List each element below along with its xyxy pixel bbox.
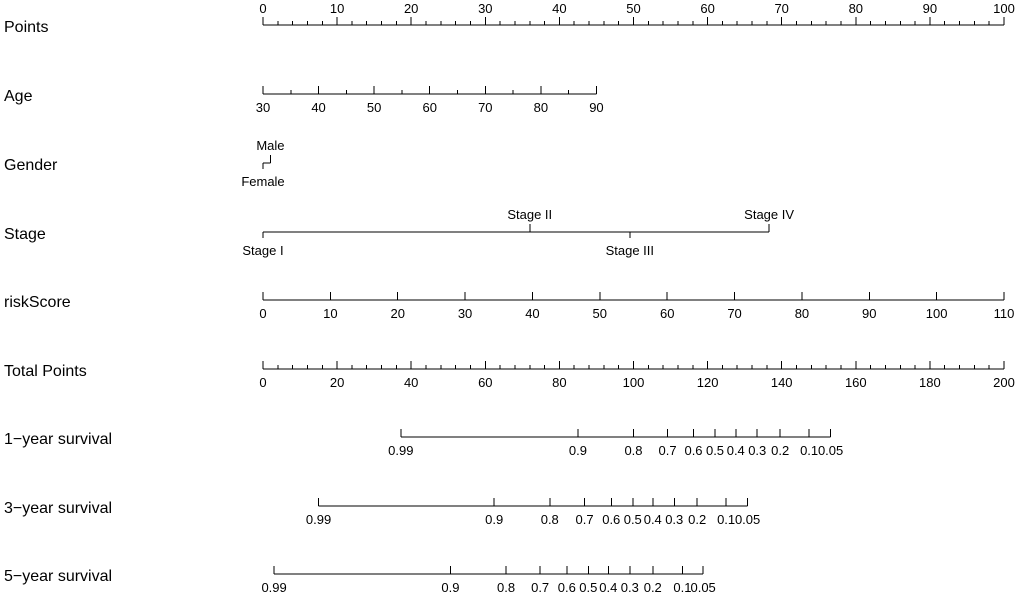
surv1-tick-label-7: 0.3 xyxy=(748,443,767,458)
total-row-label: Total Points xyxy=(4,363,87,380)
total-tick-label-7: 140 xyxy=(770,375,793,390)
riskscore-tick-label-8: 80 xyxy=(794,306,810,321)
surv5-tick-label-8: 0.2 xyxy=(643,580,662,595)
riskscore-tick-label-1: 10 xyxy=(323,306,338,321)
points-tick-label-0: 0 xyxy=(259,1,267,16)
surv5-tick-label-10: 0.05 xyxy=(690,580,716,595)
surv5-tick-label-9: 0.1 xyxy=(673,580,692,595)
total-tick-label-10: 200 xyxy=(993,375,1015,390)
points-tick-label-7: 70 xyxy=(774,1,789,16)
riskscore-tick-label-3: 30 xyxy=(457,306,473,321)
surv1-tick-label-1: 0.9 xyxy=(568,443,587,458)
surv3-tick-label-2: 0.8 xyxy=(540,512,559,527)
age-tick-label-2: 50 xyxy=(366,100,382,115)
points-tick-label-9: 90 xyxy=(922,1,938,16)
surv1-tick-label-10: 0.05 xyxy=(817,443,844,458)
age-row-label: Age xyxy=(4,88,33,105)
surv1-tick-label-2: 0.8 xyxy=(624,443,643,458)
riskscore-tick-label-7: 70 xyxy=(727,306,742,321)
gender-level-label-1: Male xyxy=(256,138,285,153)
surv1-tick-label-0: 0.99 xyxy=(388,443,414,458)
stage-level-label-0: Stage I xyxy=(242,243,284,258)
age-tick-label-4: 70 xyxy=(478,100,493,115)
total-tick-label-8: 160 xyxy=(844,375,867,390)
age-tick-label-1: 40 xyxy=(311,100,326,115)
surv5-tick-label-4: 0.6 xyxy=(557,580,576,595)
total-tick-label-4: 80 xyxy=(552,375,567,390)
surv3-tick-label-7: 0.3 xyxy=(665,512,684,527)
riskscore-tick-label-6: 60 xyxy=(659,306,675,321)
surv5-tick-label-1: 0.9 xyxy=(441,580,460,595)
surv3-tick-label-1: 0.9 xyxy=(485,512,504,527)
surv3-tick-label-0: 0.99 xyxy=(305,512,332,527)
points-tick-label-1: 10 xyxy=(329,1,345,16)
surv5-tick-label-2: 0.8 xyxy=(497,580,516,595)
riskscore-tick-label-2: 20 xyxy=(390,306,405,321)
riskscore-row-label: riskScore xyxy=(4,294,71,311)
points-tick-label-10: 100 xyxy=(993,1,1015,16)
points-tick-label-4: 40 xyxy=(552,1,567,16)
surv1-tick-label-9: 0.1 xyxy=(800,443,819,458)
surv3-tick-label-9: 0.1 xyxy=(717,512,736,527)
stage-level-label-2: Stage III xyxy=(605,243,655,258)
age-tick-label-3: 60 xyxy=(422,100,437,115)
points-tick-label-2: 20 xyxy=(403,1,419,16)
gender-level-label-0: Female xyxy=(241,174,285,189)
stage-level-label-1: Stage II xyxy=(507,207,553,222)
age-tick-label-0: 30 xyxy=(255,100,271,115)
total-tick-label-5: 100 xyxy=(622,375,645,390)
surv3-tick-label-5: 0.5 xyxy=(623,512,642,527)
total-tick-label-3: 60 xyxy=(478,375,493,390)
surv3-tick-label-10: 0.05 xyxy=(734,512,761,527)
surv5-row-label: 5−year survival xyxy=(4,568,113,585)
riskscore-tick-label-5: 50 xyxy=(592,306,608,321)
riskscore-tick-label-0: 0 xyxy=(259,306,267,321)
surv1-tick-label-3: 0.7 xyxy=(658,443,677,458)
surv3-tick-label-3: 0.7 xyxy=(575,512,594,527)
age-tick-label-5: 80 xyxy=(533,100,549,115)
stage-row-label: Stage xyxy=(4,226,46,243)
total-tick-label-1: 20 xyxy=(329,375,345,390)
surv1-tick-label-5: 0.5 xyxy=(705,443,725,458)
surv1-tick-label-6: 0.4 xyxy=(726,443,745,458)
surv5-tick-label-6: 0.4 xyxy=(599,580,618,595)
riskscore-tick-label-11: 110 xyxy=(993,306,1015,321)
total-tick-label-9: 180 xyxy=(919,375,941,390)
points-row-label: Points xyxy=(4,19,49,36)
surv1-tick-label-4: 0.6 xyxy=(684,443,703,458)
total-tick-label-0: 0 xyxy=(259,375,267,390)
riskscore-tick-label-9: 90 xyxy=(862,306,877,321)
age-tick-label-6: 90 xyxy=(589,100,604,115)
gender-row-label: Gender xyxy=(4,157,58,174)
surv3-tick-label-4: 0.6 xyxy=(602,512,621,527)
surv3-tick-label-6: 0.4 xyxy=(643,512,662,527)
surv5-tick-label-3: 0.7 xyxy=(531,580,550,595)
points-tick-label-5: 50 xyxy=(626,1,641,16)
riskscore-tick-label-4: 40 xyxy=(525,306,540,321)
surv3-row-label: 3−year survival xyxy=(4,500,113,517)
total-tick-label-2: 40 xyxy=(403,375,419,390)
surv5-tick-label-5: 0.5 xyxy=(579,580,598,595)
total-tick-label-6: 120 xyxy=(696,375,719,390)
surv1-tick-label-8: 0.2 xyxy=(771,443,790,458)
stage-level-label-3: Stage IV xyxy=(744,207,795,222)
surv5-tick-label-7: 0.3 xyxy=(620,580,639,595)
riskscore-tick-label-10: 100 xyxy=(925,306,948,321)
points-tick-label-3: 30 xyxy=(478,1,493,16)
surv1-row-label: 1−year survival xyxy=(4,431,113,448)
surv5-tick-label-0: 0.99 xyxy=(261,580,287,595)
points-tick-label-6: 60 xyxy=(700,1,715,16)
points-tick-label-8: 80 xyxy=(848,1,864,16)
surv3-tick-label-8: 0.2 xyxy=(688,512,707,527)
